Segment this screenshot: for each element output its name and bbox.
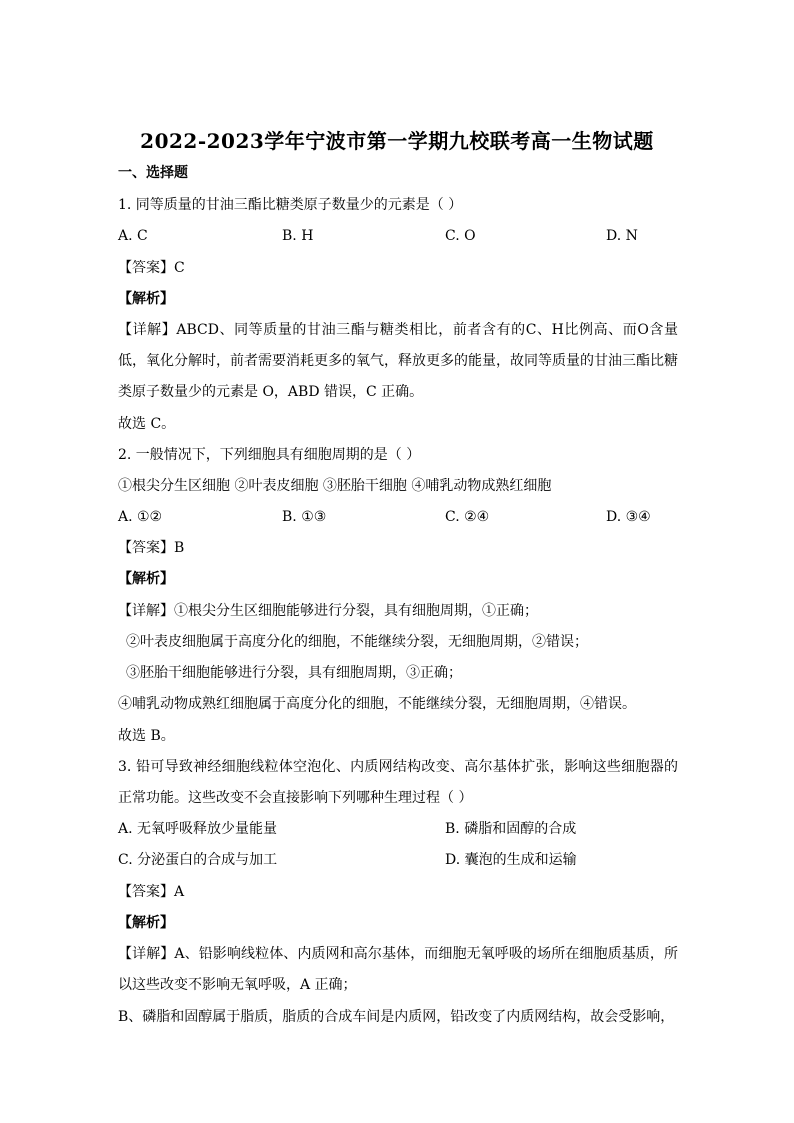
q2-option-c: C. ②④ xyxy=(445,509,490,525)
q1-answer: 【答案】C xyxy=(118,260,185,276)
q1-option-c: C. O xyxy=(445,228,476,244)
q3-detail-b: B、磷脂和固醇属于脂质，脂质的合成车间是内质网，铅改变了内质网结构，故会受影响， xyxy=(118,1009,675,1025)
q2-option-a: A. ①② xyxy=(118,509,163,525)
q1-stem: 1. 同等质量的甘油三酯比糖类原子数量少的元素是（ ） xyxy=(118,197,463,213)
q2-option-b: B. ①③ xyxy=(282,509,327,525)
q2-detail-4: ④哺乳动物成熟红细胞属于高度分化的细胞，不能继续分裂，无细胞周期，④错误。 xyxy=(118,696,636,712)
q3-option-a: A. 无氧呼吸释放少量能量 xyxy=(118,821,278,837)
page-title: 2022-2023学年宁波市第一学期九校联考高一生物试题 xyxy=(140,129,654,153)
q2-detail-3: ③胚胎干细胞能够进行分裂，具有细胞周期，③正确； xyxy=(126,665,462,681)
q1-option-a: A. C xyxy=(118,228,148,244)
q3-detail: 【详解】A、铅影响线粒体、内质网和高尔基体，而细胞无氧呼吸的场所在细胞质基质，所以这些改变不影响无氧呼吸，A 正确； xyxy=(118,946,678,993)
q2-choose: 故选 B。 xyxy=(118,728,175,744)
q2-detail-1: 【详解】①根尖分生区细胞能够进行分裂，具有细胞周期，①正确； xyxy=(118,603,538,619)
q2-items: ①根尖分生区细胞 ②叶表皮细胞 ③胚胎干细胞 ④哺乳动物成熟红细胞 xyxy=(118,478,552,494)
q3-option-d: D. 囊泡的生成和运输 xyxy=(445,852,577,868)
q2-option-d: D. ③④ xyxy=(606,509,651,525)
q1-detail: 【详解】ABCD、同等质量的甘油三酯与糖类相比，前者含有的C、H比例高、而O含量低，氧化分解时，前者需要消耗更多的氧气，释放更多的能量，故同等质量的甘油三酯比糖类原子数量少的元素是 O，ABD 错误，C 正确。 xyxy=(118,322,678,400)
q3-stem: 3. 铅可导致神经细胞线粒体空泡化、内质网结构改变、高尔基体扩张，影响这些细胞器的正常功能。这些改变不会直接影响下列哪种生理过程（ ） xyxy=(118,759,678,806)
section-heading: 一、选择题 xyxy=(118,165,188,181)
q1-option-d: D. N xyxy=(606,228,638,244)
q2-stem: 2. 一般情况下，下列细胞具有细胞周期的是（ ） xyxy=(118,447,421,463)
q1-option-b: B. H xyxy=(282,228,314,244)
q1-choose: 故选 C。 xyxy=(118,416,176,432)
q2-answer: 【答案】B xyxy=(118,540,185,556)
q1-analysis-label: 【解析】 xyxy=(118,291,174,307)
q3-answer: 【答案】A xyxy=(118,884,185,900)
q3-analysis-label: 【解析】 xyxy=(118,915,174,931)
q3-option-c: C. 分泌蛋白的合成与加工 xyxy=(118,852,278,868)
q3-option-b: B. 磷脂和固醇的合成 xyxy=(445,821,577,837)
q2-detail-2: ②叶表皮细胞属于高度分化的细胞，不能继续分裂，无细胞周期，②错误； xyxy=(126,634,588,650)
q2-analysis-label: 【解析】 xyxy=(118,571,174,587)
